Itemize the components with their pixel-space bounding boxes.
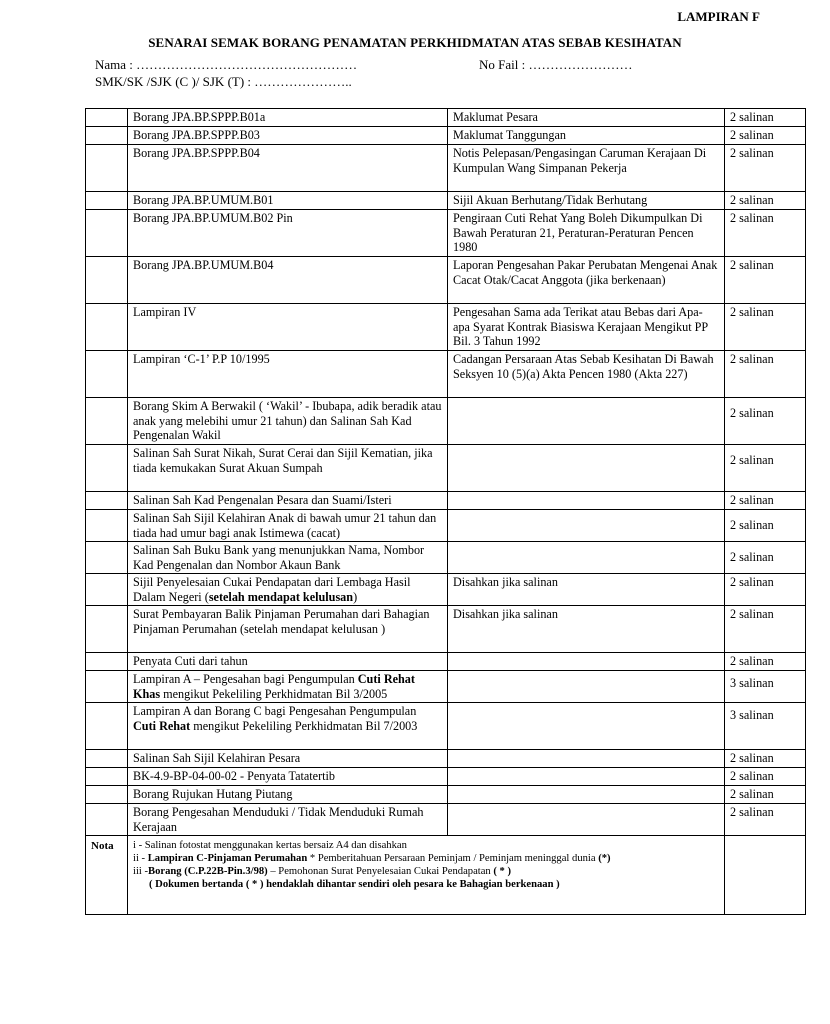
row-number-cell — [86, 804, 128, 836]
document-cell: Borang JPA.BP.UMUM.B02 Pin — [128, 210, 448, 257]
copies-cell: 2 salinan — [725, 653, 806, 671]
table-row — [86, 671, 806, 703]
table-row — [86, 492, 806, 510]
description-cell: Notis Pelepasan/Pengasingan Caruman Kerajaan Di Kumpulan Wang Simpanan Pekerja — [448, 145, 725, 192]
description-cell — [448, 804, 725, 836]
description-cell — [448, 445, 725, 492]
description-cell: Pengesahan Sama ada Terikat atau Bebas dari Apa-apa Syarat Kontrak Biasiswa Kerajaan Mengikut PP Bil. 3 Tahun 1992 — [448, 304, 725, 351]
document-cell: Salinan Sah Sijil Kelahiran Pesara — [128, 750, 448, 768]
description-cell — [448, 768, 725, 786]
copies-cell: 2 salinan — [725, 510, 806, 542]
nama-field: Nama : …………………………………………… — [95, 57, 358, 72]
document-cell: Surat Pembayaran Balik Pinjaman Perumahan dari Bahagian Pinjaman Perumahan (setelah mendapat kelulusan ) — [128, 606, 448, 653]
description-cell: Disahkan jika salinan — [448, 606, 725, 653]
table-row — [86, 510, 806, 542]
row-number-cell — [86, 210, 128, 257]
copies-cell: 2 salinan — [725, 492, 806, 510]
document-cell: BK-4.9-BP-04-00-02 - Penyata Tatatertib — [128, 768, 448, 786]
document-cell: Borang JPA.BP.SPPP.B01a — [128, 109, 448, 127]
row-number-cell — [86, 542, 128, 574]
table-row — [86, 574, 806, 606]
description-cell — [448, 703, 725, 750]
table-row — [86, 445, 806, 492]
table-row — [86, 127, 806, 145]
copies-cell: 2 salinan — [725, 768, 806, 786]
document-cell: Borang JPA.BP.UMUM.B01 — [128, 192, 448, 210]
table-row — [86, 786, 806, 804]
document-cell: Borang JPA.BP.UMUM.B04 — [128, 257, 448, 304]
table-row — [86, 192, 806, 210]
copies-cell: 2 salinan — [725, 192, 806, 210]
nota-empty-cell — [725, 836, 806, 915]
copies-cell: 2 salinan — [725, 606, 806, 653]
document-cell: Salinan Sah Surat Nikah, Surat Cerai dan Sijil Kematian, jika tiada kemukakan Surat Akuan Sumpah — [128, 445, 448, 492]
description-cell — [448, 786, 725, 804]
nota-line-3: iii -Borang (C.P.22B-Pin.3/98) – Pemohonan Surat Penyelesaian Cukai Pendapatan ( * ) — [133, 866, 512, 877]
row-number-cell — [86, 653, 128, 671]
table-row — [86, 304, 806, 351]
description-cell: Maklumat Pesara — [448, 109, 725, 127]
row-number-cell — [86, 786, 128, 804]
description-cell — [448, 398, 725, 445]
description-cell — [448, 750, 725, 768]
nota-text — [128, 836, 725, 915]
row-number-cell — [86, 768, 128, 786]
lampiran-label: LAMPIRAN F — [677, 9, 760, 24]
row-number-cell — [86, 445, 128, 492]
copies-cell: 2 salinan — [725, 542, 806, 574]
copies-cell: 2 salinan — [725, 127, 806, 145]
copies-cell: 2 salinan — [725, 304, 806, 351]
table-row — [86, 653, 806, 671]
description-cell: Cadangan Persaraan Atas Sebab Kesihatan Di Bawah Seksyen 10 (5)(a) Akta Pencen 1980 (Akta 227) — [448, 351, 725, 398]
row-number-cell — [86, 671, 128, 703]
table-row — [86, 257, 806, 304]
description-cell — [448, 542, 725, 574]
row-number-cell — [86, 750, 128, 768]
school-field: SMK/SK /SJK (C )/ SJK (T) : ………………….. — [95, 74, 352, 89]
nota-label: Nota — [86, 836, 128, 915]
copies-cell: 2 salinan — [725, 750, 806, 768]
row-number-cell — [86, 304, 128, 351]
row-number-cell — [86, 703, 128, 750]
document-cell: Borang JPA.BP.SPPP.B04 — [128, 145, 448, 192]
copies-cell: 2 salinan — [725, 351, 806, 398]
copies-cell: 2 salinan — [725, 398, 806, 445]
document-cell: Salinan Sah Kad Pengenalan Pesara dan Suami/Isteri — [128, 492, 448, 510]
row-number-cell — [86, 351, 128, 398]
document-cell: Lampiran IV — [128, 304, 448, 351]
table-row — [86, 768, 806, 786]
row-number-cell — [86, 127, 128, 145]
document-cell: Lampiran ‘C-1’ P.P 10/1995 — [128, 351, 448, 398]
description-cell: Disahkan jika salinan — [448, 574, 725, 606]
description-cell — [448, 510, 725, 542]
table-row — [86, 351, 806, 398]
row-number-cell — [86, 510, 128, 542]
checklist-table — [85, 108, 806, 915]
description-cell: Sijil Akuan Berhutang/Tidak Berhutang — [448, 192, 725, 210]
description-cell: Pengiraan Cuti Rehat Yang Boleh Dikumpulkan Di Bawah Peraturan 21, Peraturan-Peraturan Pencen 1980 — [448, 210, 725, 257]
table-row — [86, 703, 806, 750]
row-number-cell — [86, 574, 128, 606]
copies-cell: 2 salinan — [725, 445, 806, 492]
document-cell: Penyata Cuti dari tahun — [128, 653, 448, 671]
page-title: SENARAI SEMAK BORANG PENAMATAN PERKHIDMATAN ATAS SEBAB KESIHATAN — [148, 35, 682, 50]
document-cell: Borang Skim A Berwakil ( ‘Wakil’ - Ibubapa, adik beradik atau anak yang melebihi umur 21 tahun) dan Salinan Sah Kad Pengenalan Wakil — [128, 398, 448, 445]
copies-cell: 3 salinan — [725, 671, 806, 703]
copies-cell: 3 salinan — [725, 703, 806, 750]
document-cell: Salinan Sah Buku Bank yang menunjukkan Nama, Nombor Kad Pengenalan dan Nombor Akaun Bank — [128, 542, 448, 574]
document-cell: Lampiran A – Pengesahan bagi Pengumpulan Cuti Rehat Khas mengikut Pekeliling Perkhidmatan Bil 3/2005 — [128, 671, 448, 703]
document-cell: Borang Pengesahan Menduduki / Tidak Menduduki Rumah Kerajaan — [128, 804, 448, 836]
description-cell — [448, 671, 725, 703]
copies-cell: 2 salinan — [725, 804, 806, 836]
row-number-cell — [86, 492, 128, 510]
copies-cell: 2 salinan — [725, 109, 806, 127]
description-cell: Laporan Pengesahan Pakar Perubatan Mengenai Anak Cacat Otak/Cacat Anggota (jika berkenaan) — [448, 257, 725, 304]
table-row — [86, 606, 806, 653]
row-number-cell — [86, 398, 128, 445]
copies-cell: 2 salinan — [725, 574, 806, 606]
table-row — [86, 210, 806, 257]
table-row — [86, 398, 806, 445]
table-row — [86, 804, 806, 836]
row-number-cell — [86, 109, 128, 127]
document-cell: Borang JPA.BP.SPPP.B03 — [128, 127, 448, 145]
document-cell: Sijil Penyelesaian Cukai Pendapatan dari Lembaga Hasil Dalam Negeri (setelah mendapat kelulusan) — [128, 574, 448, 606]
table-row — [86, 109, 806, 127]
description-cell — [448, 653, 725, 671]
row-number-cell — [86, 257, 128, 304]
row-number-cell — [86, 192, 128, 210]
document-cell: Borang Rujukan Hutang Piutang — [128, 786, 448, 804]
nota-line-2: ii - Lampiran C-Pinjaman Perumahan * Pemberitahuan Persaraan Peminjam / Peminjam meninggal dunia (*) — [133, 853, 611, 864]
nota-line-1: i - Salinan fotostat menggunakan kertas bersaiz A4 dan disahkan — [133, 840, 407, 851]
description-cell: Maklumat Tanggungan — [448, 127, 725, 145]
no-fail-field: No Fail : …………………… — [479, 57, 633, 72]
row-number-cell — [86, 606, 128, 653]
table-row — [86, 542, 806, 574]
nota-row — [86, 836, 806, 915]
table-row — [86, 750, 806, 768]
copies-cell: 2 salinan — [725, 210, 806, 257]
document-cell: Lampiran A dan Borang C bagi Pengesahan Pengumpulan Cuti Rehat mengikut Pekeliling Perkhidmatan Bil 7/2003 — [128, 703, 448, 750]
copies-cell: 2 salinan — [725, 786, 806, 804]
document-cell: Salinan Sah Sijil Kelahiran Anak di bawah umur 21 tahun dan tiada had umur bagi anak Istimewa (cacat) — [128, 510, 448, 542]
nota-line-4: ( Dokumen bertanda ( * ) hendaklah dihantar sendiri oleh pesara ke Bahagian berkenaan ) — [149, 879, 560, 890]
description-cell — [448, 492, 725, 510]
copies-cell: 2 salinan — [725, 145, 806, 192]
row-number-cell — [86, 145, 128, 192]
copies-cell: 2 salinan — [725, 257, 806, 304]
table-row — [86, 145, 806, 192]
